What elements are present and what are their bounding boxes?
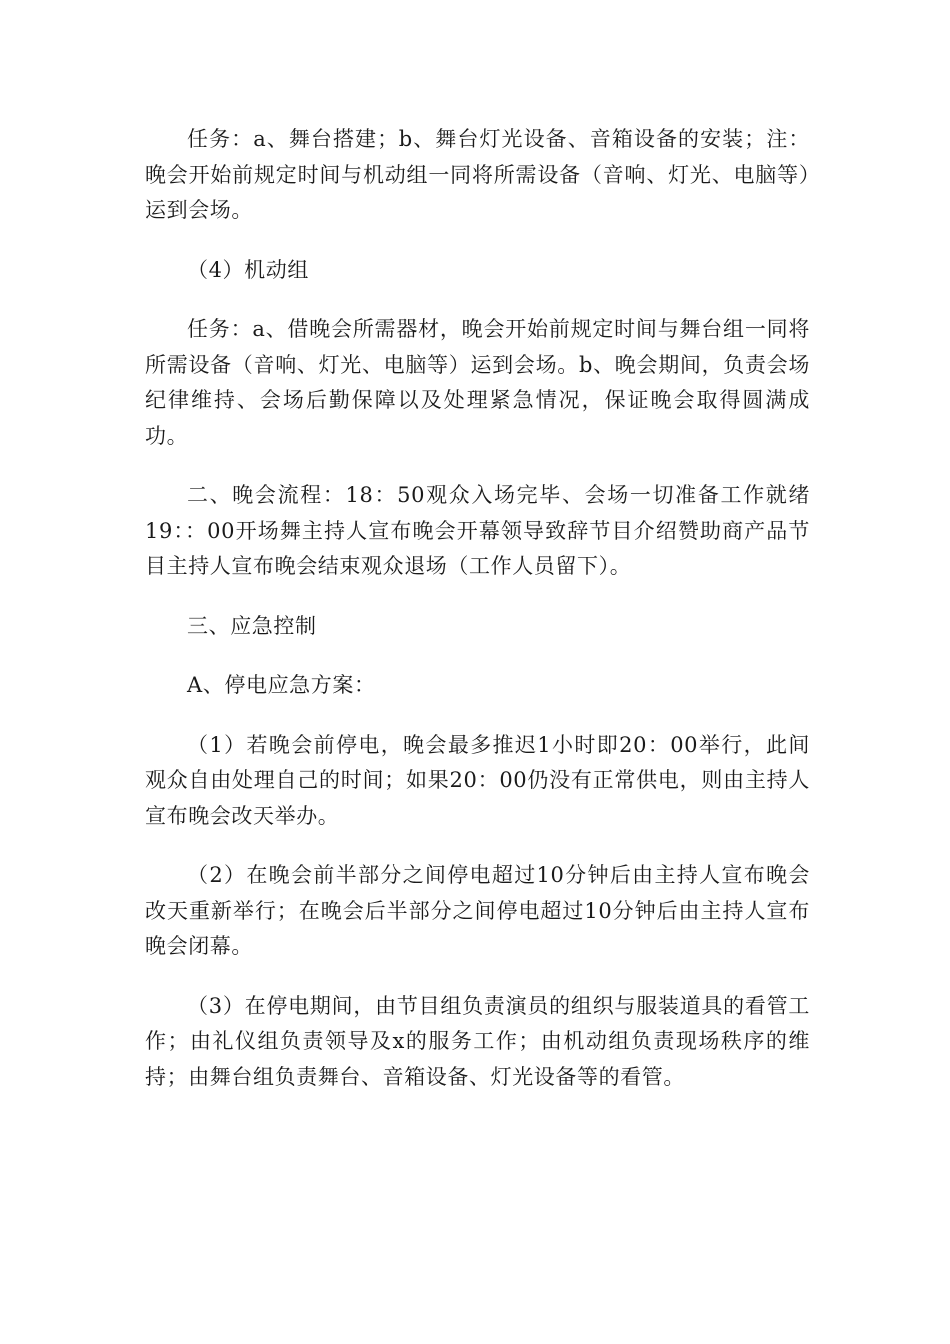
paragraph-outage-during: （2）在晚会前半部分之间停电超过10分钟后由主持人宣布晚会改天重新举行；在晚会后半部分之间停电超过10分钟后由主持人宣布晚会闭幕。 <box>145 863 810 958</box>
paragraph-event-flow: 二、晚会流程：18：50观众入场完毕、会场一切准备工作就绪19：：00开场舞主持人宣布晚会开幕领导致辞节目介绍赞助商产品节目主持人宣布晚会结束观众退场（工作人员留下）。 <box>145 483 810 578</box>
heading-mobile-group: （4）机动组 <box>187 257 309 282</box>
paragraph-outage-duties: （3）在停电期间，由节目组负责演员的组织与服装道具的看管工作；由礼仪组负责领导及x的服务工作；由机动组负责现场秩序的维持；由舞台组负责舞台、音箱设备、灯光设备等的看管。 <box>145 993 810 1089</box>
document-body <box>145 122 810 1119</box>
paragraph-outage-before: （1）若晚会前停电，晚会最多推迟1小时即20：00举行，此间观众自由处理自己的时间；如果20：00仍没有正常供电，则由主持人宣布晚会改天举办。 <box>145 732 810 828</box>
paragraph-mobile-task: 任务：a、借晚会所需器材，晚会开始前规定时间与舞台组一同将所需设备（音响、灯光、电脑等）运到会场。b、晚会期间，负责会场纪律维持、会场后勤保障以及处理紧急情况，保证晚会取得圆满成功。 <box>145 317 810 448</box>
heading-power-outage-plan: A、停电应急方案： <box>187 673 376 697</box>
paragraph-stage-task: 任务：a、舞台搭建；b、舞台灯光设备、音箱设备的安装；注：晚会开始前规定时间与机动组一同将所需设备（音响、灯光、电脑等）运到会场。 <box>145 127 810 222</box>
heading-emergency-control: 三、应急控制 <box>187 613 317 638</box>
